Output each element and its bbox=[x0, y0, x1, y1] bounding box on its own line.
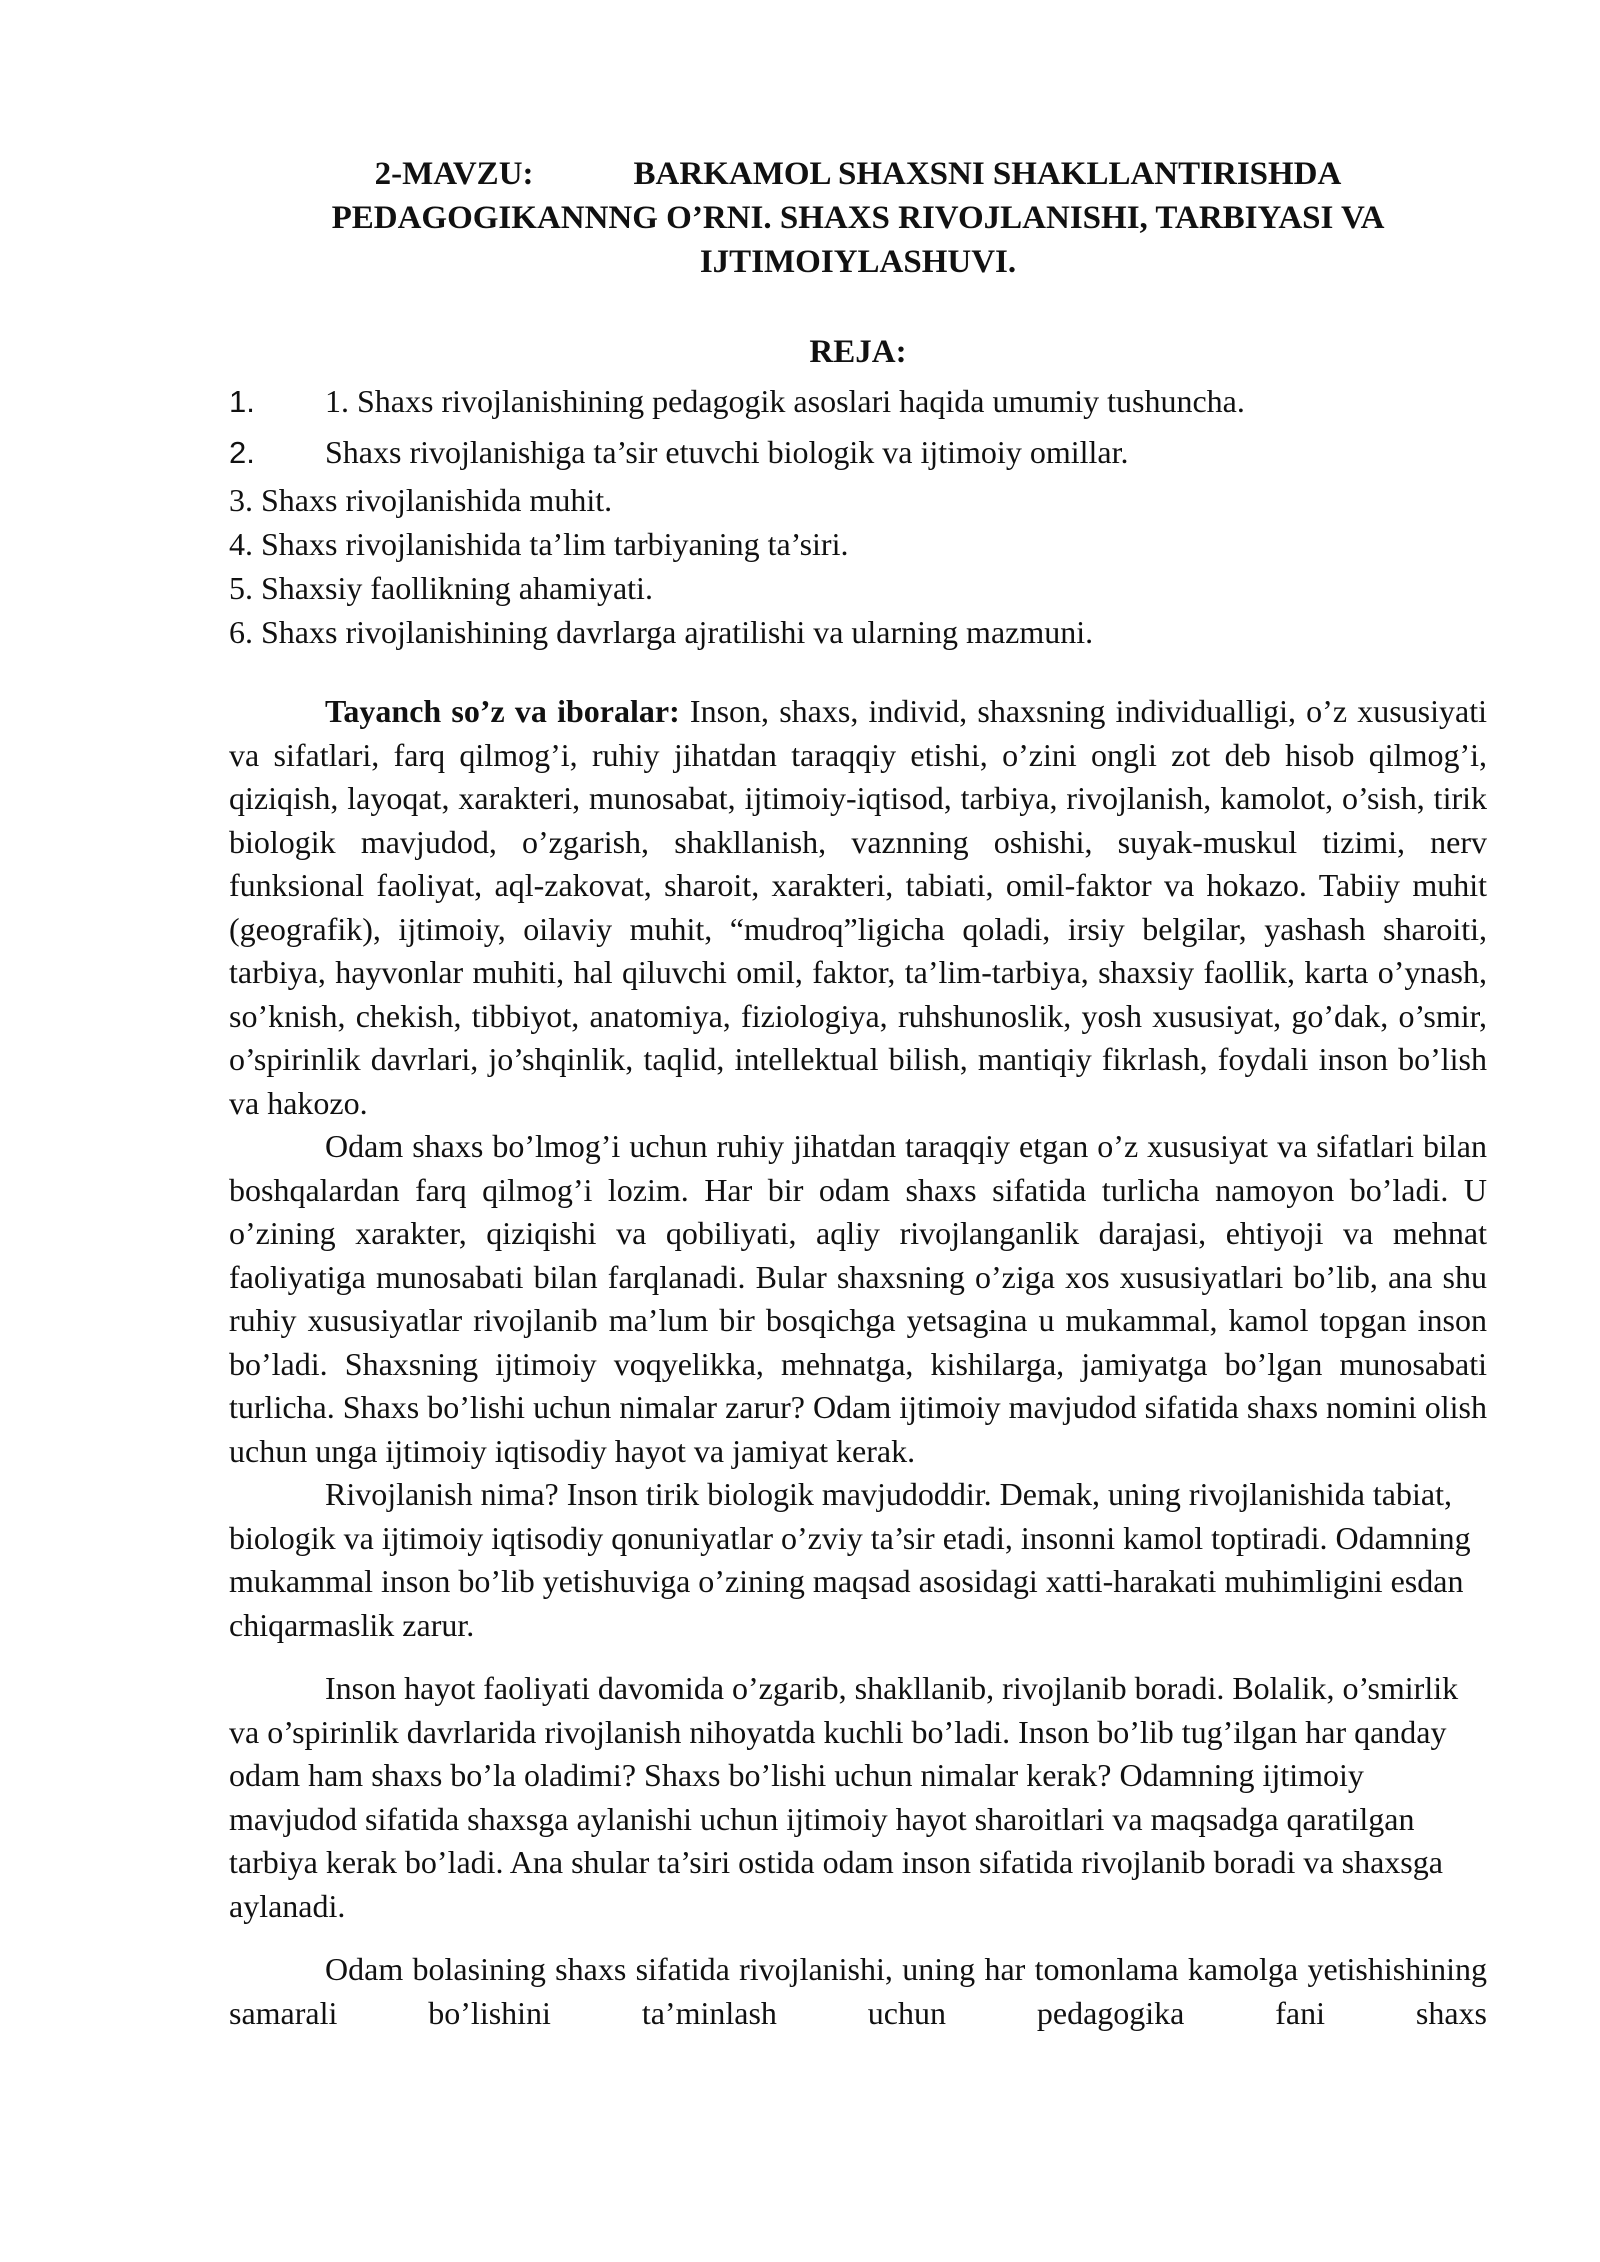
title-prefix: 2-MAVZU: bbox=[374, 156, 534, 192]
body-paragraph-1: Odam shaxs bo’lmog’i uchun ruhiy jihatdan taraqqiy etgan o’z xususiyat va sifatlari bilan boshqalardan farq qilmog’i lozim. Har bir odam shaxs sifatida turlicha namoyon bo’ladi. U o’zining xarakter, qiziqishi va qobiliyati, aqliy rivojlanganlik darajasi, ehtiyoji va mehnat faoliyatiga munosabati bilan farqlanadi. Bular shaxsning o’ziga xos xususiyatlari bo’lib, ana shu ruhiy xususiyatlar rivojlanib ma’lum bir bosqichga yetsagina u mukammal, kamol topgan inson bo’ladi. Shaxsning ijtimoiy voqyelikka, mehnatga, kishilarga, jamiyatga bo’lgan munosabati turlicha. Shaxs bo’lishi uchun nimalar zarur? Odam ijtimoiy mavjudod sifatida shaxs nomini olish uchun unga ijtimoiy iqtisodiy hayot va jamiyat kerak. bbox=[229, 1128, 1487, 1469]
document-body bbox=[229, 690, 1487, 2035]
title-line-3: IJTIMOIYLASHUVI. bbox=[699, 244, 1017, 280]
title-main: BARKAMOL SHAXSNI SHAKLLANTIRISHDA bbox=[633, 156, 1342, 192]
plan-item-text: 1. Shaxs rivojlanishining pedagogik asoslari haqida umumiy tushuncha. bbox=[325, 383, 1245, 419]
plan-item: 5. Shaxsiy faollikning ahamiyati. bbox=[229, 570, 653, 606]
document-title bbox=[229, 152, 1487, 284]
keywords-label: Tayanch so’z va iboralar: bbox=[325, 693, 680, 729]
plan-item-text: Shaxs rivojlanishiga ta’sir etuvchi biologik va ijtimoiy omillar. bbox=[325, 434, 1129, 470]
plan-item: 3. Shaxs rivojlanishida muhit. bbox=[229, 482, 613, 518]
body-paragraph-4: Odam bolasining shaxs sifatida rivojlanishi, uning har tomonlama kamolga yetishishining samarali bo’lishini ta’minlash uchun pedagogika fani shaxs bbox=[229, 1951, 1487, 2031]
plan-item bbox=[229, 376, 1487, 427]
keywords-text: Inson, shaxs, individ, shaxsning individualligi, o’z xususiyati va sifatlari, farq qilmog’i, ruhiy jihatdan taraqqiy etishi, o’zini ongli zot deb hisob qilmog’i, qiziqish, layoqat, xarakteri, munosabat, ijtimoiy-iqtisod, tarbiya, rivojlanish, kamolot, o’sish, tirik biologik mavjudod, o’zgarish, shakllanish, vaznning oshishi, suyak-muskul tizimi, nerv funksional faoliyat, aql-zakovat, sharoit, xarakteri, tabiati, omil-faktor va hokazo. Tabiiy muhit (geografik), ijtimoiy, oilaviy muhit, “mudroq”ligicha qoladi, irsiy belgilar, yashash sharoiti, tarbiya, hayvonlar muhiti, hal qiluvchi omil, faktor, ta’lim-tarbiya, shaxsiy faollik, karta o’ynash, so’knish, chekish, tibbiyot, anatomiya, fiziologiya, ruhshunoslik, yosh xususiyat, go’dak, o’smir, o’spirinlik davrlari, jo’shqinlik, taqlid, intellektual bilish, mantiqiy fikrlash, foydali inson bo’lish va hakozo. bbox=[229, 693, 1487, 1121]
title-line-1 bbox=[229, 152, 1487, 196]
plan-item: 4. Shaxs rivojlanishida ta’lim tarbiyaning ta’siri. bbox=[229, 526, 849, 562]
body-paragraph-3: Inson hayot faoliyati davomida o’zgarib, shakllanib, rivojlanib boradi. Bolalik, o’smirlik va o’spirinlik davrlarida rivojlanish nihoyatda kuchli bo’ladi. Inson bo’lib tug’ilgan har qanday odam ham shaxs bo’la oladimi? Shaxs bo’lishi uchun nimalar kerak? Odamning ijtimoiy mavjudod sifatida shaxsga aylanishi uchun ijtimoiy hayot sharoitlari va maqsadga qaratilgan tarbiya kerak bo’ladi. Ana shular ta’siri ostida odam inson sifatida rivojlanib boradi va shaxsga aylanadi. bbox=[229, 1670, 1459, 1924]
plan-heading: REJA: bbox=[809, 334, 907, 370]
plan-list bbox=[229, 376, 1487, 654]
plan-item: 6. Shaxs rivojlanishining davrlarga ajratilishi va ularning mazmuni. bbox=[229, 614, 1094, 650]
plan-item bbox=[229, 427, 1487, 478]
plan-item-number: 1. bbox=[229, 384, 255, 419]
plan-item-number: 2. bbox=[229, 435, 255, 470]
keywords-paragraph bbox=[229, 690, 1487, 1125]
title-line-2: PEDAGOGIKANNNG O’RNI. SHAXS RIVOJLANISHI, TARBIYASI VA bbox=[331, 200, 1385, 236]
body-paragraph-2: Rivojlanish nima? Inson tirik biologik mavjudoddir. Demak, uning rivojlanishida tabiat, biologik va ijtimoiy iqtisodiy qonuniyatlar o’zviy ta’sir etadi, insonni kamol toptiradi. Odamning mukammal inson bo’lib yetishuviga o’zining maqsad asosidagi xatti-harakati muhimligini esdan chiqarmaslik zarur. bbox=[229, 1476, 1471, 1643]
